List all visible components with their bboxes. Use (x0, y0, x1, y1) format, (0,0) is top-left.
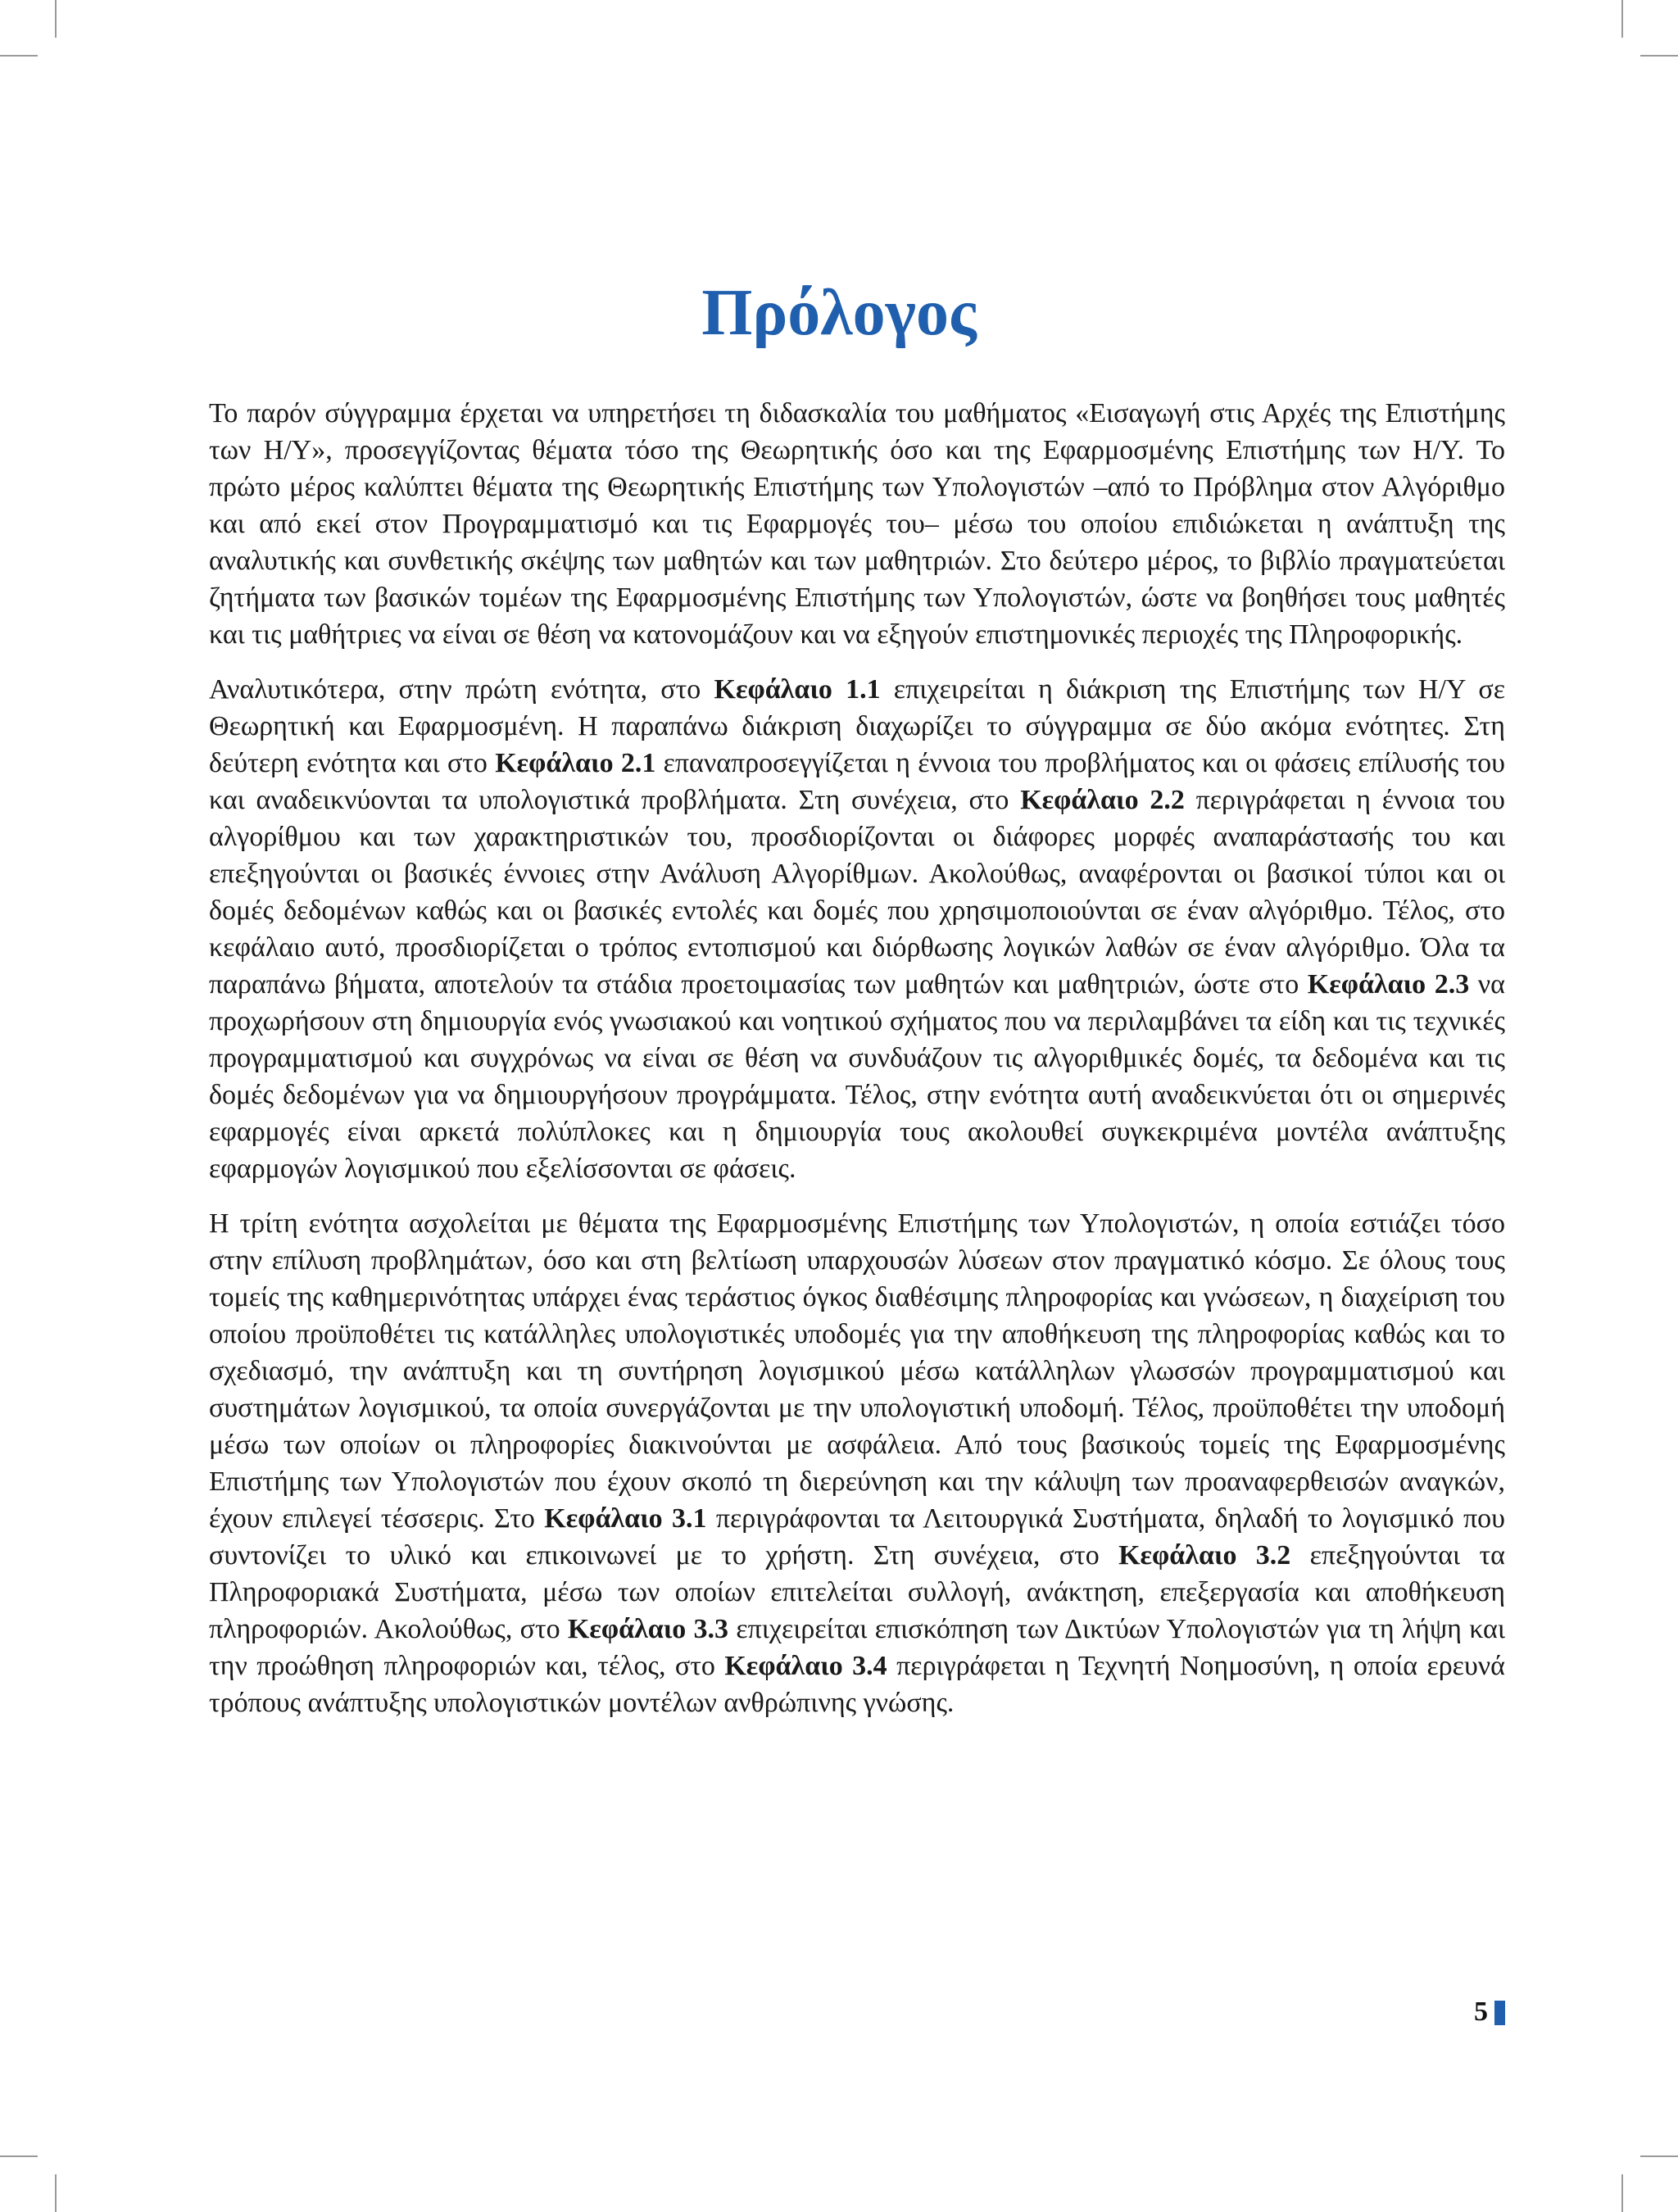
text-run: να προχωρήσουν στη δημιουργία ενός γνωσιακού και νοητικού σχήματος που να περιλαμβάνει τα είδη και τις τεχνικές προγραμματισμού και συγχρόνως να είναι σε θέση να συνδυάζουν τις αλγοριθμικές δομές, τα δεδομένα και τις δομές δεδομένων για να δημιουργήσουν προγράμματα. Τέλος, στην ενότητα αυτή αναδεικνύεται ότι οι σημερινές εφαρμογές είναι αρκετά πολύπλοκες και η δημιουργία τους ακολουθεί συγκεκριμένα μοντέλα ανάπτυξης εφαρμογών λογισμικού που εξελίσσονται σε φάσεις. (209, 969, 1505, 1184)
text-run: επιχειρείται επισκόπηση των Δικτύων Υπολογιστών για τη λήψη και την προώθηση πληροφοριών και, τέλος, στο (209, 1614, 1506, 1681)
text-run: Αναλυτικότερα, στην πρώτη ενότητα, στο (209, 674, 714, 705)
text-run: Η τρίτη ενότητα ασχολείται με θέματα της Εφαρμοσμένης Επιστήμης των Υπολογιστών, η οποία εστιάζει τόσο στην επίλυση προβλημάτων, όσο και στη βελτίωση υπαρχουσών λύσεων στον πραγματικό κόσμο. Σε όλους τους τομείς της καθημερινότητας υπάρχει ένας τεράστιος όγκος διαθέσιμης πληροφορίας και γνώσεων, η διαχείριση του οποίου προϋποθέτει τις κατάλληλες υπολογιστικές υποδομές για την αποθήκευση της πληροφορίας καθώς και το σχεδιασμό, την ανάπτυξη και τη συντήρηση λογισμικού μέσω κατάλληλων γλωσσών προγραμματισμού και συστημάτων λογισμικού, τα οποία συνεργάζονται με την υπολογιστική υποδομή. Τέλος, προϋποθέτει την υποδομή μέσω των οποίων οι πληροφορίες διακινούνται με ασφάλεια. Από τους βασικούς τομείς της Εφαρμοσμένης Επιστήμης των Υπολογιστών που έχουν σκοπό τη διερεύνηση και την κάλυψη των προαναφερθεισών αναγκών, έχουν επιλεγεί τέσσερις. Στο (209, 1208, 1505, 1534)
paragraph (209, 671, 1505, 1187)
page-number: 5 (1474, 1997, 1488, 2027)
chapter-reference: Κεφάλαιο 3.2 (1118, 1540, 1291, 1571)
text-run: επαναπροσεγγίζεται η έννοια του προβλήματος και οι φάσεις επίλυσής του και αναδεικνύονται τα υπολογιστικά προβλήματα. Στη συνέχεια, στο (209, 748, 1505, 815)
chapter-reference: Κεφάλαιο 3.3 (567, 1614, 729, 1644)
paragraph (209, 1205, 1505, 1721)
chapter-reference: Κεφάλαιο 1.1 (714, 674, 881, 705)
chapter-reference: Κεφάλαιο 3.1 (544, 1503, 707, 1534)
page-number-marker (1494, 2001, 1505, 2025)
text-run: επεξηγούνται τα Πληροφοριακά Συστήματα, μέσω των οποίων επιτελείται συλλογή, ανάκτηση, επεξεργασία και αποθήκευση πληροφοριών. Ακολούθως, στο (209, 1540, 1505, 1644)
text-run: επιχειρείται η διάκριση της Επιστήμης των Η/Υ σε Θεωρητική και Εφαρμοσμένη. Η παραπάνω διάκριση διαχωρίζει το σύγγραμμα σε δύο ακόμα ενότητες. Στη δεύτερη ενότητα και στο (209, 674, 1506, 778)
crop-mark-bottom-left (55, 2174, 57, 2212)
paragraph (209, 395, 1505, 653)
prologue-body (209, 395, 1505, 1739)
chapter-reference: Κεφάλαιο 2.1 (495, 748, 656, 778)
chapter-reference: Κεφάλαιο 3.4 (724, 1651, 887, 1681)
crop-mark-top-right-h (1640, 55, 1678, 57)
page-title: Πρόλογος (701, 276, 977, 349)
chapter-reference: Κεφάλαιο 2.2 (1020, 785, 1185, 815)
chapter-reference: Κεφάλαιο 2.3 (1307, 969, 1470, 999)
crop-mark-top-left-h (0, 55, 38, 57)
crop-mark-bottom-right (1621, 2174, 1623, 2212)
text-run: Το παρόν σύγγραμμα έρχεται να υπηρετήσει τη διδασκαλία του μαθήματος «Εισαγωγή στις Αρχές της Επιστήμης των Η/Υ», προσεγγίζοντας θέματα τόσο της Θεωρητικής όσο και της Εφαρμοσμένης Επιστήμης των Η/Υ. Το πρώτο μέρος καλύπτει θέματα της Θεωρητικής Επιστήμης των Υπολογιστών –από το Πρόβλημα στον Αλγόριθμο και από εκεί στον Προγραμματισμό και τις Εφαρμογές του– μέσω του οποίου επιδιώκεται η ανάπτυξη της αναλυτικής και συνθετικής σκέψης των μαθητών και των μαθητριών. Στο δεύτερο μέρος, το βιβλίο πραγματεύεται ζητήματα των βασικών τομέων της Εφαρμοσμένης Επιστήμης των Υπολογιστών, ώστε να βοηθήσει τους μαθητές και τις μαθήτριες να είναι σε θέση να κατονομάζουν και να εξηγούν επιστημονικές περιοχές της Πληροφορικής. (209, 398, 1505, 650)
crop-mark-bottom-left-h (0, 2155, 38, 2157)
text-run: περιγράφονται τα Λειτουργικά Συστήματα, δηλαδή το λογισμικό που συντονίζει το υλικό και επικοινωνεί με το χρήστη. Στη συνέχεια, στο (209, 1503, 1506, 1571)
crop-mark-top-left (55, 0, 57, 38)
crop-mark-bottom-right-h (1640, 2155, 1678, 2157)
crop-mark-top-right (1621, 0, 1623, 38)
text-run: περιγράφεται η έννοια του αλγορίθμου και των χαρακτηριστικών του, προσδιορίζονται οι διάφορες μορφές αναπαράστασής του και επεξηγούνται οι βασικές έννοιες στην Ανάλυση Αλγορίθμων. Ακολούθως, αναφέρονται οι βασικοί τύποι και οι δομές δεδομένων καθώς και οι βασικές εντολές και δομές που χρησιμοποιούνται σε έναν αλγόριθμο. Τέλος, στο κεφάλαιο αυτό, προσδιορίζεται ο τρόπος εντοπισμού και διόρθωσης λογικών λαθών σε έναν αλγόριθμο. Όλα τα παραπάνω βήματα, αποτελούν τα στάδια προετοιμασίας των μαθητών και μαθητριών, ώστε στο (209, 785, 1505, 999)
text-run: περιγράφεται η Τεχνητή Νοημοσύνη, η οποία ερευνά τρόπους ανάπτυξης υπολογιστικών μοντέλων ανθρώπινης γνώσης. (209, 1651, 1505, 1718)
